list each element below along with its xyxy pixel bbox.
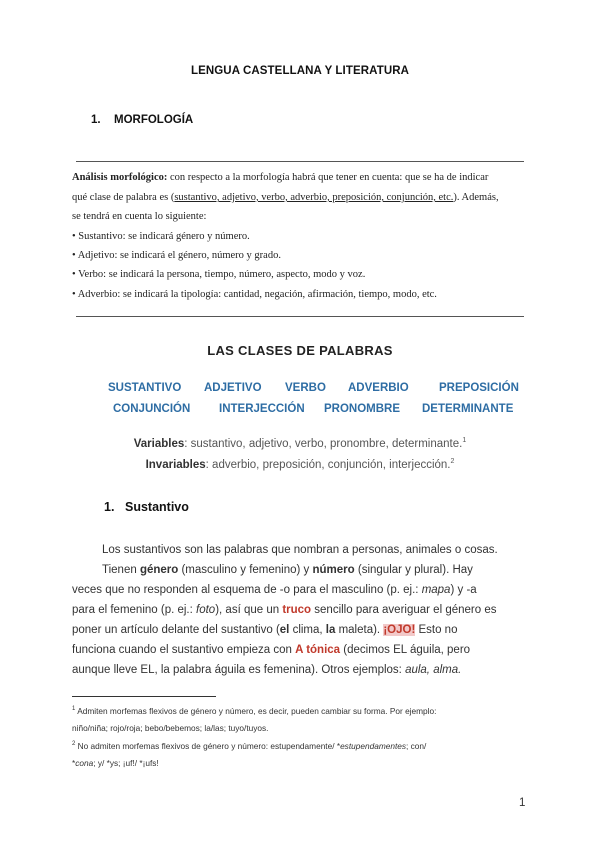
footnote-2-line-2 bbox=[72, 758, 532, 768]
paragraph-2-line-1 bbox=[102, 564, 528, 576]
text: poner un artículo delante del sustantivo ( bbox=[72, 624, 280, 636]
class-adverbio: ADVERBIO bbox=[348, 382, 409, 394]
section-title: MORFOLOGÍA bbox=[114, 114, 194, 126]
section-heading-morfologia bbox=[91, 114, 193, 126]
paragraph-2-line-5 bbox=[72, 644, 528, 656]
text: ; con/ bbox=[406, 741, 427, 751]
bullet-verbo: • Verbo: se indicará la persona, tiempo, número, aspecto, modo y voz. bbox=[72, 269, 366, 280]
text: ) y -a bbox=[450, 584, 477, 596]
text: Tienen bbox=[102, 564, 140, 576]
text: No admiten morfemas flexivos de género y número: estupendamente/ * bbox=[75, 741, 341, 751]
class-conjuncion: CONJUNCIÓN bbox=[113, 403, 191, 415]
text: * bbox=[72, 758, 76, 768]
analysis-line-3: se tendrá en cuenta lo siguiente: bbox=[72, 211, 207, 222]
class-interjeccion: INTERJECCIÓN bbox=[219, 403, 305, 415]
example-mapa: mapa bbox=[421, 584, 451, 596]
class-determinante: DETERMINANTE bbox=[422, 403, 514, 415]
text: ; y/ *ys; ¡uf!/ *¡ufs! bbox=[93, 758, 159, 768]
class-sustantivo: SUSTANTIVO bbox=[108, 382, 182, 394]
text: (singular y plural). Hay bbox=[354, 564, 473, 576]
word-classes-underlined: sustantivo, adjetivo, verbo, adverbio, preposición, conjunción, etc. bbox=[174, 192, 454, 203]
examples-aula-alma: aula, alma. bbox=[405, 664, 462, 676]
class-preposicion: PREPOSICIÓN bbox=[439, 382, 519, 394]
footnote-ref-1[interactable]: 1 bbox=[462, 437, 467, 444]
footnote-1-line-2: niño/niña; rojo/roja; bebo/bebemos; la/las; tuyo/tuyos. bbox=[72, 723, 269, 733]
analysis-label: Análisis morfológico: bbox=[72, 172, 168, 183]
analysis-text: ). Además, bbox=[453, 192, 499, 203]
text: Admiten morfemas flexivos de género y número, es decir, pueden cambiar su forma. Por ejemplo: bbox=[75, 706, 437, 716]
footnote-1-line-1 bbox=[72, 706, 532, 716]
paragraph-1: Los sustantivos son las palabras que nombran a personas, animales o cosas. bbox=[102, 544, 498, 556]
footnote-separator bbox=[72, 696, 216, 697]
text: (decimos EL águila, pero bbox=[340, 644, 471, 656]
term-numero: número bbox=[312, 564, 355, 576]
example-estupendamentes: estupendamentes bbox=[340, 741, 407, 751]
bullet-sustantivo: • Sustantivo: se indicará género y número. bbox=[72, 231, 250, 242]
text: funciona cuando el sustantivo empieza con bbox=[72, 644, 296, 656]
bullet-adverbio: • Adverbio: se indicará la tipología: cantidad, negación, afirmación, tiempo, modo, etc. bbox=[72, 289, 437, 300]
term-genero: género bbox=[139, 564, 179, 576]
footnote-1-number: 1 bbox=[72, 706, 76, 713]
bullet-adjetivo: • Adjetivo: se indicará el género, número y grado. bbox=[72, 250, 281, 261]
divider-bottom bbox=[76, 316, 524, 317]
article-la: la bbox=[325, 624, 336, 636]
subsection-title: Sustantivo bbox=[125, 500, 189, 514]
invariables-line bbox=[0, 458, 600, 471]
paragraph-2-line-4 bbox=[72, 624, 528, 636]
text: sencillo para averiguar el género es bbox=[311, 604, 497, 616]
paragraph-2-line-3 bbox=[72, 604, 528, 616]
article-el: el bbox=[279, 624, 290, 636]
class-verbo: VERBO bbox=[285, 382, 326, 394]
section-number: 1. bbox=[91, 114, 101, 126]
text: (masculino y femenino) y bbox=[178, 564, 313, 576]
variables-label: Variables bbox=[133, 437, 185, 450]
subsection-number: 1. bbox=[104, 500, 115, 514]
footnote-ref-2[interactable]: 2 bbox=[450, 458, 455, 465]
text: para el femenino (p. ej.: bbox=[72, 604, 197, 616]
text: veces que no responden al esquema de -o para el masculino (p. ej.: bbox=[72, 584, 422, 596]
class-pronombre: PRONOMBRE bbox=[324, 403, 401, 415]
text: maleta). bbox=[335, 624, 384, 636]
page-number: 1 bbox=[519, 797, 526, 809]
ojo-highlight: ¡OJO! bbox=[383, 624, 416, 636]
term-truco: truco bbox=[282, 604, 312, 616]
clases-title: LAS CLASES DE PALABRAS bbox=[207, 343, 393, 358]
footnote-2-line-1 bbox=[72, 741, 532, 751]
divider-top bbox=[76, 161, 524, 162]
variables-line bbox=[0, 437, 600, 450]
text: Esto no bbox=[415, 624, 458, 636]
class-adjetivo: ADJETIVO bbox=[204, 382, 262, 394]
invariables-label: Invariables bbox=[145, 458, 206, 471]
analysis-text: qué clase de palabra es ( bbox=[72, 192, 175, 203]
variables-text: : sustantivo, adjetivo, verbo, pronombre, determinante. bbox=[184, 437, 463, 450]
paragraph-2-line-6 bbox=[72, 664, 528, 676]
footnote-2-number: 2 bbox=[72, 741, 76, 748]
term-a-tonica: A tónica bbox=[295, 644, 341, 656]
document-title: LENGUA CASTELLANA Y LITERATURA bbox=[190, 65, 410, 77]
text: clima, bbox=[289, 624, 326, 636]
analysis-text: con respecto a la morfología habrá que tener en cuenta: que se ha de indicar bbox=[167, 172, 489, 183]
subsection-heading-sustantivo bbox=[104, 500, 189, 514]
analysis-line-1 bbox=[72, 172, 532, 183]
invariables-text: : adverbio, preposición, conjunción, interjección. bbox=[205, 458, 451, 471]
text: ), así que un bbox=[215, 604, 283, 616]
example-cona: cona bbox=[75, 758, 94, 768]
text: aunque lleve EL, la palabra águila es femenina). Otros ejemplos: bbox=[72, 664, 406, 676]
analysis-line-2 bbox=[72, 192, 532, 203]
paragraph-2-line-2 bbox=[72, 584, 528, 596]
example-foto: foto bbox=[196, 604, 216, 616]
